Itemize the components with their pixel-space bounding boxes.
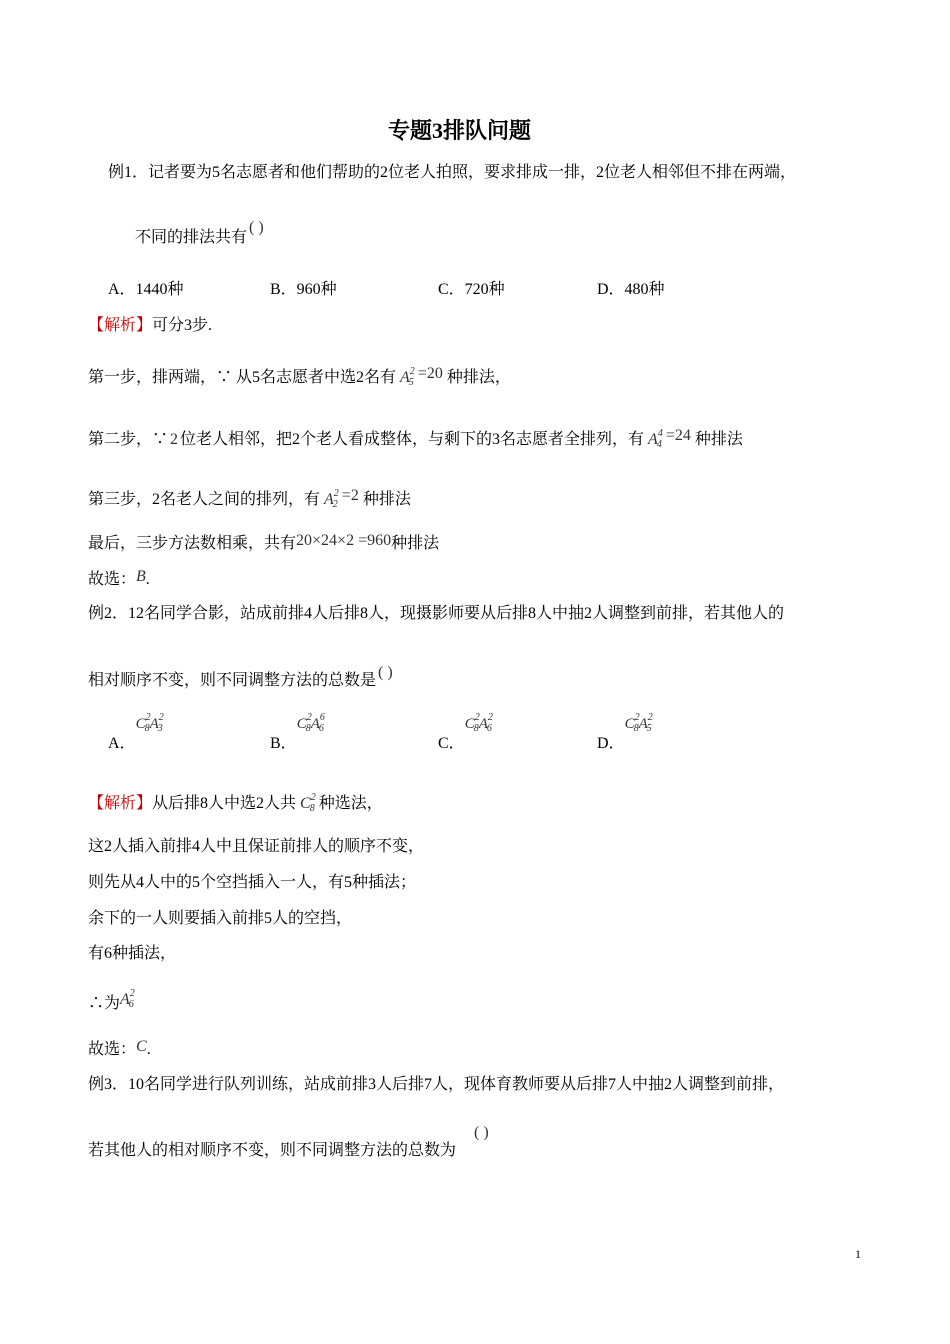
step3-line <box>88 487 411 510</box>
step3-formula <box>324 487 359 510</box>
step1-post: 种排法， <box>446 369 511 386</box>
example2-paren: ( ) <box>378 664 393 681</box>
option-formula <box>624 712 653 734</box>
example2-stem-cont <box>88 664 393 689</box>
final-formula: 20×24×2 =960 <box>296 532 392 549</box>
formula-symbol: C <box>296 716 307 732</box>
formula-sub: 5 <box>646 723 652 734</box>
formula-symbol: C <box>300 795 311 812</box>
solution-tag: 【解析】 <box>88 795 153 812</box>
formula-eq: =20 <box>417 365 443 382</box>
option-formula <box>135 712 164 734</box>
formula-sub: 6 <box>486 723 492 734</box>
answer-value: B <box>136 568 146 585</box>
formula-sub: 4 <box>656 439 662 450</box>
example1-stem-cont <box>135 219 264 246</box>
step2-line <box>88 427 743 450</box>
final-post: 种排法 <box>391 535 440 552</box>
example3-stem-cont: 若其他人的相对顺序不变，则不同调整方法的总数为 <box>88 1142 457 1159</box>
solution2-line1 <box>88 792 383 814</box>
final-text: 最后，三步方法数相乘，共有 <box>88 535 297 552</box>
step2-text: 第二步，∵ <box>88 431 169 448</box>
formula-sub: 3 <box>157 723 163 734</box>
option-b: B．960种 <box>270 281 337 298</box>
solution-tag: 【解析】 <box>88 317 153 334</box>
step1-line <box>88 365 511 388</box>
formula-sub: 6 <box>128 999 134 1010</box>
page-number: 1 <box>855 1247 861 1261</box>
ex2-option-b <box>270 712 325 752</box>
solution2-line6 <box>88 988 135 1012</box>
answer2-line <box>88 1038 151 1058</box>
solution2-line5: 有6种插法， <box>88 945 177 962</box>
formula-sub: 8 <box>633 723 639 734</box>
option-formula <box>464 712 493 734</box>
option-a: A．1440种 <box>108 281 184 298</box>
formula-sup: 4 <box>657 428 663 439</box>
ex2-option-d <box>597 712 653 752</box>
step2-num: 2 <box>170 431 179 448</box>
formula-sup: 2 <box>474 712 480 723</box>
step2-post: 种排法 <box>694 431 743 448</box>
answer-label: 故选： <box>88 571 137 588</box>
ex2-option-a <box>108 712 164 752</box>
formula-symbol: A <box>324 491 334 508</box>
solution-text: 可分3步. <box>152 317 213 334</box>
formula-sup: 2 <box>158 712 164 723</box>
solution2-line3: 则先从4人中的5个空挡插入一人，有5种插法； <box>88 874 417 891</box>
answer-post: . <box>146 1041 151 1058</box>
line6-formula <box>120 988 135 1010</box>
formula-symbol: A <box>310 716 320 732</box>
step3-text: 第三步，2名老人之间的排列，有 <box>88 491 321 508</box>
step1-formula <box>400 365 443 388</box>
formula-symbol: A <box>478 716 488 732</box>
example1-stem-text: 不同的排法共有 <box>135 229 248 246</box>
formula-symbol: A <box>648 431 658 448</box>
formula-sub: 8 <box>473 723 479 734</box>
example2-stem-text: 相对顺序不变，则不同调整方法的总数是 <box>88 672 377 689</box>
formula-symbol: A <box>400 369 410 386</box>
answer-value: C <box>136 1038 147 1055</box>
formula-sub: 8 <box>309 803 315 814</box>
formula-eq: =2 <box>341 487 359 504</box>
option-formula <box>296 712 325 734</box>
formula-sub: 6 <box>318 723 324 734</box>
solution-post: 种选法， <box>318 795 383 812</box>
example1-paren: ( ) <box>249 219 264 236</box>
option-c: C．720种 <box>438 281 505 298</box>
formula-sup: 2 <box>129 988 135 999</box>
answer-label: 故选： <box>88 1041 137 1058</box>
formula-sup: 2 <box>306 712 312 723</box>
formula-sub: 8 <box>144 723 150 734</box>
solution1-intro <box>88 318 212 334</box>
formula-sup: 2 <box>333 488 339 499</box>
formula-sup: 2 <box>310 792 316 803</box>
formula-sup: 2 <box>145 712 151 723</box>
option-label: D． <box>597 735 625 752</box>
formula-eq: =24 <box>665 427 691 444</box>
formula-symbol: C <box>464 716 475 732</box>
formula-sup: 2 <box>634 712 640 723</box>
step2-formula <box>648 427 691 450</box>
formula-sub: 5 <box>408 377 414 388</box>
formula-sup: 6 <box>319 712 325 723</box>
example3-stem: 例3．10名同学进行队列训练，站成前排3人后排7人，现体育教师要从后排7人中抽2人调整到前排， <box>88 1076 785 1093</box>
formula-sup: 2 <box>409 366 415 377</box>
page-title: 专题3排队问题 <box>388 118 532 143</box>
formula-symbol: A <box>638 716 648 732</box>
ex2-option-c <box>438 712 493 752</box>
solution-text: 从后排8人中选2人共 <box>152 795 297 812</box>
example3-paren: ( ) <box>474 1124 489 1141</box>
example1-stem: 例1．记者要为5名志愿者和他们帮助的2位老人拍照，要求排成一排，2位老人相邻但不排在两端， <box>108 164 797 181</box>
formula-sub: 8 <box>305 723 311 734</box>
formula-sup: 2 <box>487 712 493 723</box>
option-label: A． <box>108 735 136 752</box>
formula-sub: 2 <box>332 499 338 510</box>
step3-post: 种排法 <box>362 491 411 508</box>
formula-symbol: A <box>149 716 159 732</box>
solution2-formula <box>300 792 316 814</box>
formula-symbol: A <box>120 991 130 1008</box>
formula-symbol: C <box>624 716 635 732</box>
step2-mid: 位老人相邻，把2个老人看成整体，与剩下的3名志愿者全排列，有 <box>180 431 645 448</box>
answer-post: . <box>145 571 150 588</box>
answer1-line <box>88 568 150 588</box>
formula-symbol: C <box>135 716 146 732</box>
step1-text: 第一步，排两端，∵ 从5名志愿者中选2名有 <box>88 369 397 386</box>
solution2-line4: 余下的一人则要插入前排5人的空挡， <box>88 910 353 927</box>
option-label: C． <box>438 735 465 752</box>
example2-stem: 例2．12名同学合影，站成前排4人后排8人，现摄影师要从后排8人中抽2人调整到前排，若其他人的 <box>88 605 785 622</box>
option-label: B． <box>270 735 297 752</box>
solution2-line2: 这2人插入前排4人中且保证前排人的顺序不变， <box>88 838 425 855</box>
option-d: D．480种 <box>597 281 665 298</box>
formula-sup: 2 <box>647 712 653 723</box>
final-line <box>88 532 440 552</box>
line6-text: ∴为 <box>88 995 121 1012</box>
